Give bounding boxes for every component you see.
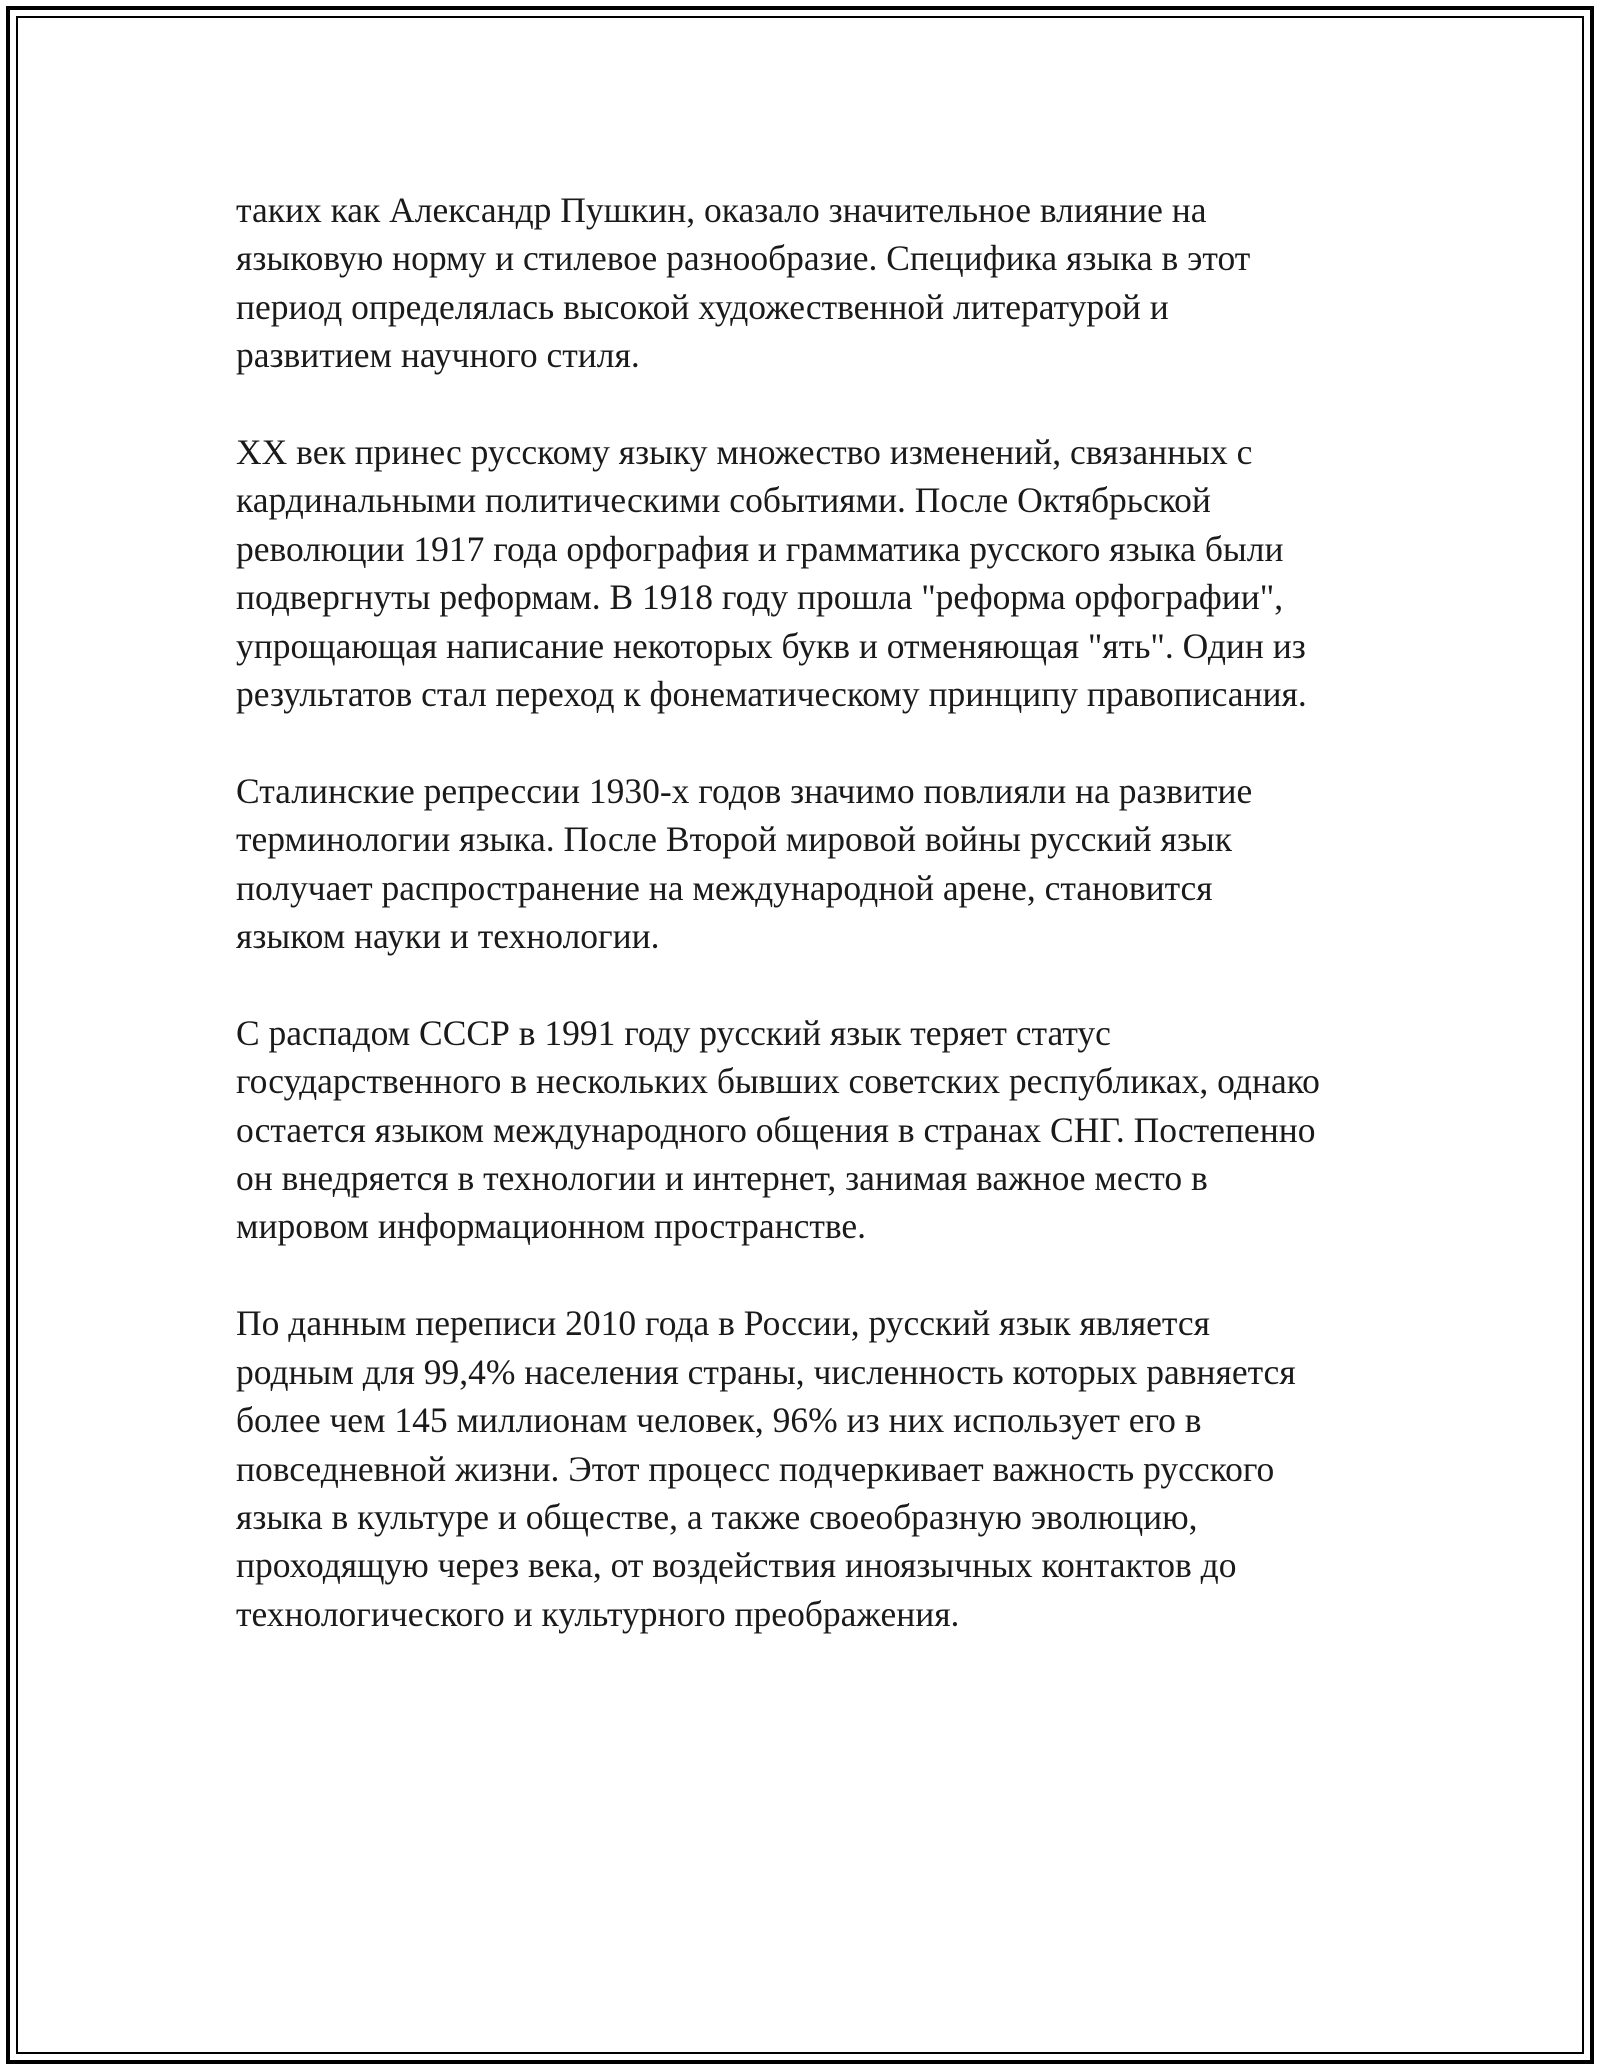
text-line: кардинальными политическими событиями. После Октябрьской <box>236 480 1211 521</box>
paragraph-4 <box>236 1009 1386 1251</box>
text-line: языковую норму и стилевое разнообразие. Специфика языка в этот <box>236 238 1251 279</box>
paragraph-2 <box>236 428 1386 718</box>
text-line: Сталинские репрессии 1930-х годов значимо повлияли на развитие <box>236 770 1253 811</box>
text-line: По данным переписи 2010 года в России, русский язык является <box>236 1303 1210 1344</box>
text-line: подвергнуты реформам. В 1918 году прошла "реформа орфографии", <box>236 577 1284 618</box>
document-body <box>236 186 1386 1687</box>
text-line: терминологии языка. После Второй мировой войны русский язык <box>236 819 1232 860</box>
text-line: мировом информационном пространстве. <box>236 1206 867 1247</box>
text-line: развитием научного стиля. <box>236 335 640 376</box>
text-line: государственного в нескольких бывших советских республиках, однако <box>236 1061 1320 1102</box>
text-line: С распадом СССР в 1991 году русский язык теряет статус <box>236 1012 1111 1053</box>
text-line: получает распространение на международной арене, становится <box>236 867 1213 908</box>
text-line: языка в культуре и обществе, а также своеобразную эволюцию, <box>236 1496 1198 1537</box>
text-line: технологического и культурного преображения. <box>236 1593 960 1634</box>
text-line: упрощающая написание некоторых букв и отменяющая "ять". Один из <box>236 625 1306 666</box>
text-line: результатов стал переход к фонематическому принципу правописания. <box>236 674 1307 715</box>
text-line: он внедряется в технологии и интернет, занимая важное место в <box>236 1158 1208 1199</box>
text-line: проходящую через века, от воздействия иноязычных контактов до <box>236 1545 1237 1586</box>
text-line: более чем 145 миллионам человек, 96% из них использует его в <box>236 1400 1202 1441</box>
text-line: повседневной жизни. Этот процесс подчеркивает важность русского <box>236 1448 1275 1489</box>
text-line: революции 1917 года орфография и грамматика русского языка были <box>236 528 1284 569</box>
text-line: родным для 99,4% населения страны, численность которых равняется <box>236 1351 1296 1392</box>
text-line: остается языком международного общения в странах СНГ. Постепенно <box>236 1109 1316 1150</box>
text-line: таких как Александр Пушкин, оказало значительное влияние на <box>236 190 1207 230</box>
text-line: период определялась высокой художественной литературой и <box>236 286 1169 327</box>
paragraph-1 <box>236 186 1386 380</box>
text-line: языком науки и технологии. <box>236 916 660 957</box>
paragraph-3 <box>236 767 1386 961</box>
paragraph-5 <box>236 1299 1386 1638</box>
text-line: XX век принес русскому языку множество изменений, связанных с <box>236 432 1253 473</box>
